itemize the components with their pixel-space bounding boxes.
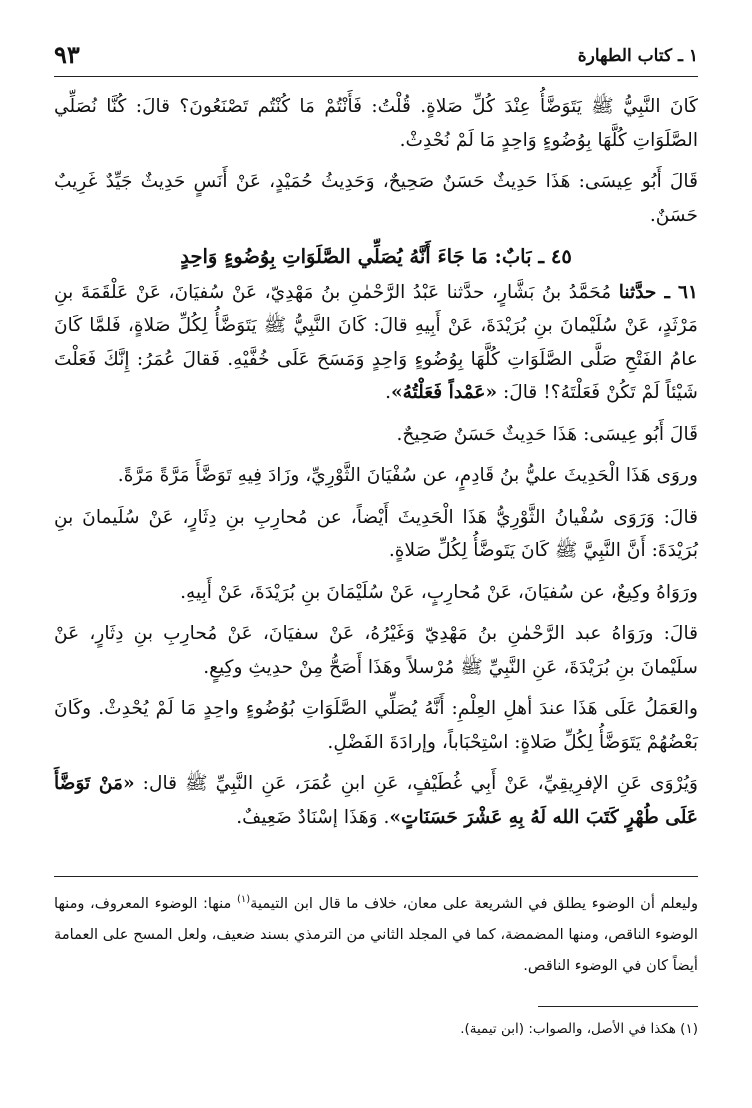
paragraph-7: ورَوَاهُ وكِيعٌ، عن سُفيَانَ، عَنْ مُحارِبٍ، عَنْ سُلَيْمَانَ بنِ بُرَيْدَةَ، عَنْ أَبِيهِ. bbox=[180, 581, 698, 603]
paragraph-6: قالَ: وَرَوَى سُفْيانُ الثَّوْرِيُّ هَذَا الْحَدِيثَ أَيْضاً، عن مُحارِبِ بنِ دِثَارٍ، عَنْ سُلَيمانَ بنِ بُرَيْدَةَ: أَنَّ النَّبِيَّ ﷺ كَانَ يَتَوضَّأُ لِكُلِّ صَلاةٍ. bbox=[54, 506, 698, 561]
footnote-reference: (١) هكذا في الأصل، والصواب: (ابن تيمية). bbox=[460, 1021, 698, 1037]
paragraph-10 bbox=[54, 767, 698, 834]
footnote-marker: (١) bbox=[236, 894, 251, 905]
footnote-separator bbox=[54, 876, 698, 877]
hadith-text: مُحَمَّدُ بنُ بَشَّارٍ، حدَّثنا عَبْدُ الرَّحْمٰنِ بنُ مَهْدِيّ، عَنْ سُفيَانَ، عَنْ عَلْقَمَةَ بنِ مَرْثَدٍ، عَنْ سُلَيْمانَ بنِ بُرَيْدَةَ، عَنْ أَبِيهِ قالَ: كَانَ النَّبِيُّ ﷺ يَتَوَضَّأُ لِكُلِّ صَلاةٍ، فَلمَّا كَانَ عامُ الفَتْحِ صَلَّى الصَّلَوَاتِ كُلَّهَا بِوُضُوءٍ وَاحِدٍ وَمَسَحَ عَلَى خُفَّيْهِ. فَقالَ عُمَرُ: إِنَّكَ فَعَلْتَ شَيْئاً لَمْ تَكُنْ فَعَلْتَهُ؟! قالَ: bbox=[54, 281, 698, 403]
paragraph-9: والعَمَلُ عَلَى هَذَا عندَ أهلِ العِلْمِ: أَنَّهُ يُصَلِّي الصَّلَوَاتِ بُوُضُوءٍ واحِدٍ مَا لَمْ يُحْدِثْ. وكَانَ بَعْضُهُمْ يَتَوَضَّأُ لِكُلِّ صَلاةٍ: اسْتِحْبَاباً، وإرادَةَ الفَضْلِ. bbox=[54, 698, 698, 753]
main-text bbox=[54, 90, 698, 836]
footnote-commentary bbox=[54, 884, 698, 981]
hadith-61 bbox=[54, 276, 698, 410]
paragraph-10-end: . وَهَذَا إسْنَادٌ ضَعِيفٌ. bbox=[236, 806, 390, 828]
paragraph-1: كَانَ النَّبِيُّ ﷺ يَتَوَضَّأُ عِنْدَ كُلِّ صَلاةٍ. قُلْتُ: فَأَنْتُمْ مَا كُنْتُم تَصْنَعُونَ؟ قالَ: كُنَّا نُصَلِّي الصَّلَوَاتِ كُلَّهَا بِوُضُوءٍ وَاحِدٍ مَا لَمْ نُحْدِثْ. bbox=[54, 96, 698, 151]
hadith-end: . bbox=[385, 382, 391, 403]
paragraph-10-text: وَيُرْوَى عَنِ الإفرِيقِيِّ، عَنْ أَبِي غُطَيْفٍ، عَنِ ابنِ عُمَرَ، عَنِ النَّبِيِّ ﷺ قال: bbox=[134, 773, 698, 794]
paragraph-4: قَالَ أَبُو عِيسَى: هَذَا حَدِيثٌ حَسَنٌ صَحِيحٌ. bbox=[396, 423, 698, 445]
paragraph-10-quote: «مَنْ تَوَضَّأَ عَلَى طُهْرٍ كَتَبَ الله لَهُ بِهِ عَشْرَ حَسَنَاتٍ» bbox=[54, 773, 698, 828]
footnote-text-start: وليعلم أن الوضوء يطلق في الشريعة على معان، خلاف ما قال ابن التيمية bbox=[250, 894, 698, 912]
paragraph-5: وروَى هَذَا الْحَدِيثَ عليُّ بنُ قَادِمٍ، عن سُفْيَانَ الثَّوْرِيِّ، وزَادَ فِيهِ تَوَضَّأَ مَرَّةً مَرَّةً. bbox=[117, 465, 698, 486]
hadith-number: ٦١ ـ حدَّثنا bbox=[618, 281, 698, 303]
paragraph-8: قالَ: ورَوَاهُ عبد الرَّحْمٰنِ بنُ مَهْدِيّ وَغَيْرُهُ، عَنْ سفيَانَ، عَنْ مُحارِبِ بنِ دِثَارٍ، عَنْ سلَيْمانَ بنِ بُرَيْدَةَ، عَنِ النَّبِيِّ ﷺ مُرْسلاً وهَذَا أَصَحُّ مِنْ حدِيثِ وكِيعٍ. bbox=[54, 623, 698, 678]
paragraph-2: قَالَ أَبُو عِيسَى: هَذَا حَدِيثٌ حَسَنٌ صَحِيحٌ، وَحَدِيثُ حُمَيْدٍ، عَنْ أَنَسٍ حَدِيثٌ جَيِّدٌ غَرِيبٌ حَسَنٌ. bbox=[54, 171, 698, 226]
hadith-quote: «عَمْداً فَعَلْتُهُ» bbox=[390, 382, 498, 403]
running-title: ١ ـ كتاب الطهارة bbox=[577, 46, 698, 66]
footnote-ref-separator bbox=[538, 1006, 698, 1007]
page-header bbox=[54, 38, 698, 77]
chapter-heading: ٤٥ ـ بَابٌ: مَا جَاءَ أَنَّهُ يُصَلِّي الصَّلَوَاتِ بِوُضُوءٍ وَاحِدٍ bbox=[180, 245, 572, 268]
footnote-text-end: منها: الوضوء المعروف، ومنها الوضوء الناقص، ومنها المضمضة، كما في المجلد الثاني من الترمذي بسند ضعيف، ولعل المسح على العمامة أيضاً كان في الوضوء الناقص. bbox=[54, 894, 698, 974]
page-number: ٩٣ bbox=[54, 40, 80, 69]
